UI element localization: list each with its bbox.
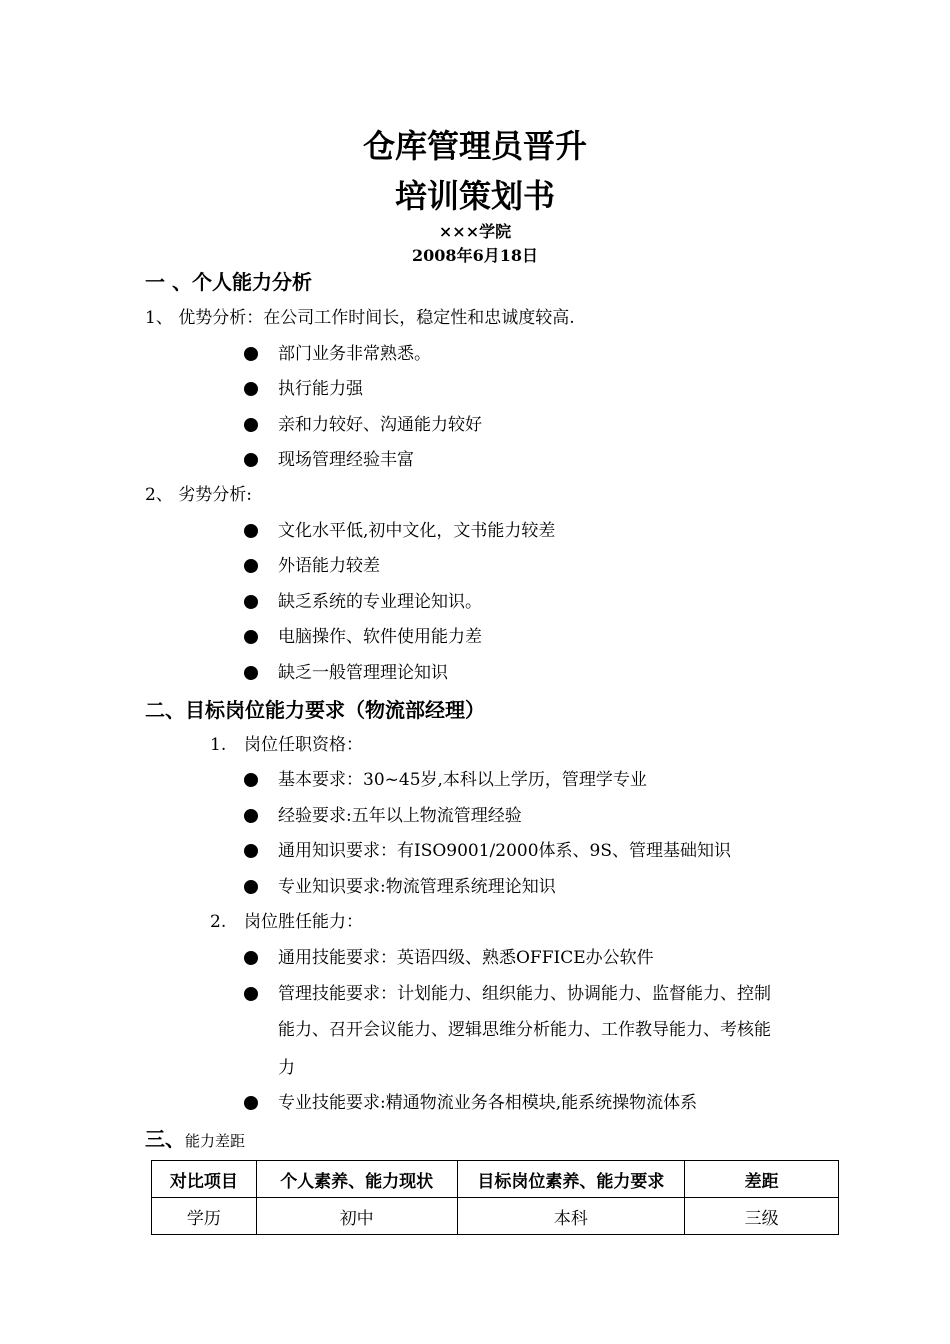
competency-label: 岗位胜任能力： [244, 912, 363, 932]
table-header-cell: 目标岗位素养、能力要求 [457, 1161, 685, 1198]
table-cell: 学历 [152, 1198, 257, 1235]
strength-item: 部门业务非常熟悉。 [278, 344, 431, 364]
bullet-icon [244, 453, 258, 467]
bullet-icon [244, 559, 258, 573]
competency-number: 2. [210, 912, 227, 932]
weakness-item: 电脑操作、软件使用能力差 [278, 627, 482, 647]
weaknesses-label: 2、 劣势分析: [145, 485, 252, 505]
document-date: 2008年6月18日 [412, 246, 538, 265]
bullet-icon [244, 951, 258, 965]
competency-item: 通用技能要求：英语四级、熟悉OFFICE办公软件 [278, 948, 654, 968]
section3-heading [145, 1125, 245, 1155]
table-cell: 本科 [457, 1198, 685, 1235]
section1-heading: 一 、个人能力分析 [145, 270, 312, 294]
strengths-label: 1、 优势分析：在公司工作时间长，稳定性和忠诚度较高. [145, 308, 575, 328]
bullet-icon [244, 595, 258, 609]
table-header-row [152, 1161, 839, 1198]
table-cell: 初中 [256, 1198, 457, 1235]
bullet-icon [244, 382, 258, 396]
table-row [152, 1198, 839, 1235]
competency-item-line1: 管理技能要求：计划能力、组织能力、协调能力、监督能力、控制 [278, 984, 771, 1004]
bullet-icon [244, 1096, 258, 1110]
table-header-cell: 对比项目 [152, 1161, 257, 1198]
bullet-icon [244, 347, 258, 361]
strength-item: 亲和力较好、沟通能力较好 [278, 415, 482, 435]
bullet-icon [244, 524, 258, 538]
document-title-line1: 仓库管理员晋升 [362, 127, 587, 165]
section3-heading-number: 三、 [145, 1127, 185, 1151]
qualification-label: 岗位任职资格： [244, 735, 363, 755]
strength-item: 现场管理经验丰富 [278, 450, 414, 470]
bullet-icon [244, 809, 258, 823]
bullet-icon [244, 844, 258, 858]
weakness-item: 外语能力较差 [278, 556, 380, 576]
comparison-table [151, 1160, 839, 1235]
competency-item-line2: 能力、召开会议能力、逻辑思维分析能力、工作教导能力、考核能 [278, 1020, 771, 1040]
qualification-item: 专业知识要求:物流管理系统理论知识 [278, 877, 556, 897]
table-header-cell: 差距 [685, 1161, 839, 1198]
qualification-item: 基本要求：30~45岁,本科以上学历，管理学专业 [278, 770, 647, 790]
weakness-item: 缺乏一般管理理论知识 [278, 663, 448, 683]
section2-heading: 二、目标岗位能力要求（物流部经理） [145, 698, 485, 722]
table-cell: 三级 [685, 1198, 839, 1235]
section3-heading-text: 能力差距 [185, 1132, 246, 1150]
bullet-icon [244, 418, 258, 432]
weakness-item: 缺乏系统的专业理论知识。 [278, 592, 482, 612]
weakness-item: 文化水平低,初中文化，文书能力较差 [278, 521, 556, 541]
table-header-cell: 个人素养、能力现状 [256, 1161, 457, 1198]
bullet-icon [244, 987, 258, 1001]
competency-item: 专业技能要求:精通物流业务各相模块,能系统操物流体系 [278, 1093, 698, 1113]
qualification-number: 1. [210, 735, 227, 755]
competency-item-line3: 力 [278, 1058, 295, 1078]
qualification-item: 通用知识要求：有ISO9001/2000体系、9S、管理基础知识 [278, 841, 732, 861]
bullet-icon [244, 773, 258, 787]
bullet-icon [244, 666, 258, 680]
bullet-icon [244, 880, 258, 894]
organization: ×××学院 [438, 222, 512, 241]
bullet-icon [244, 630, 258, 644]
qualification-item: 经验要求:五年以上物流管理经验 [278, 806, 522, 826]
document-title-line2: 培训策划书 [394, 177, 555, 215]
strength-item: 执行能力强 [278, 379, 363, 399]
